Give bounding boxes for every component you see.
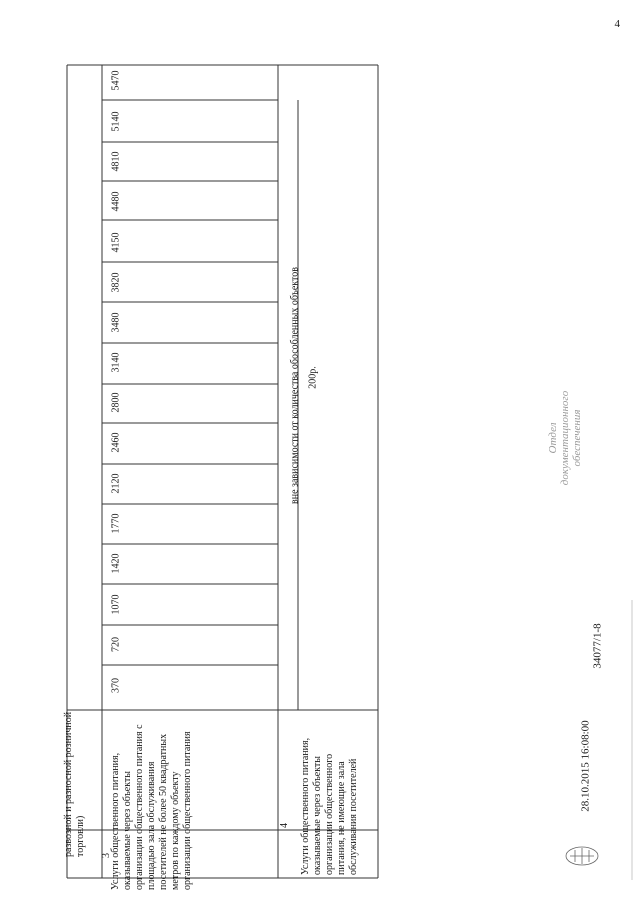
row3-value: 1770 bbox=[110, 513, 122, 534]
row4-service: Услуги общественного питания, оказываемые через объекты организации общественного питания, не имеющие зала обслуживания посетителей bbox=[300, 737, 359, 875]
emblem-icon bbox=[563, 845, 601, 867]
row3-value: 3480 bbox=[110, 312, 122, 333]
row3-value: 2800 bbox=[110, 392, 122, 413]
row3-value: 3820 bbox=[110, 272, 122, 293]
row4-value: 200р. bbox=[307, 366, 319, 389]
row3-value: 4150 bbox=[110, 232, 122, 253]
row3-value: 370 bbox=[110, 678, 122, 693]
row4-num: 4 bbox=[279, 823, 290, 828]
row3-value: 3140 bbox=[110, 352, 122, 373]
department-stamp: Отдел документационного обеспечения bbox=[547, 390, 583, 486]
row3-value: 720 bbox=[110, 637, 122, 652]
footer-datetime: 28.10.2015 16:08:00 bbox=[579, 720, 592, 812]
row3-value: 4480 bbox=[110, 191, 122, 212]
row3-value: 4810 bbox=[110, 151, 122, 172]
page-number: 4 bbox=[614, 18, 620, 30]
footer-doc-id: 34077/1-8 bbox=[591, 623, 604, 669]
row3-value: 5140 bbox=[110, 111, 122, 132]
row3-value: 1070 bbox=[110, 594, 122, 615]
row3-value: 1420 bbox=[110, 553, 122, 574]
row4-note: вне зависимости от количества обособленных объектов bbox=[289, 267, 301, 504]
row3-value: 2120 bbox=[110, 473, 122, 494]
row3-num: 3 bbox=[101, 853, 112, 858]
row3-value: 5470 bbox=[110, 70, 122, 91]
row-prev-service: развозной и разносной розничной торговли) bbox=[63, 711, 86, 857]
row3-service: Услуги общественного питания, оказываемые через объекты организации общественного питания с площадью зала обслуживания посетителей не более 50 квадратных метров по каждому объекту организации общественного питания bbox=[110, 724, 193, 890]
row3-value: 2460 bbox=[110, 432, 122, 453]
